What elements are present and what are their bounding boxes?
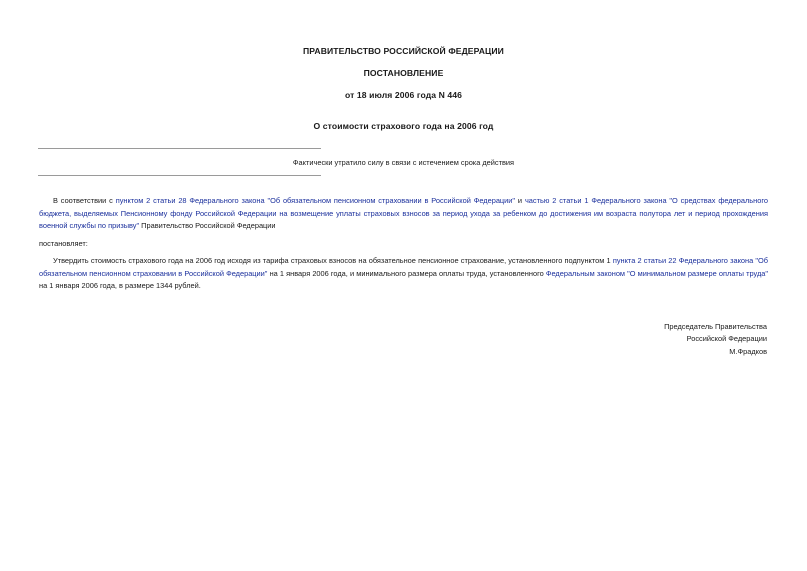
preamble-link-law-pension-insurance[interactable]: пунктом 2 статьи 28 Федерального закона "Об обязательном пенсионном страховании в Российской Федерации"	[115, 196, 516, 205]
body-text-3: на 1 января 2006 года, в размере 1344 рублей.	[39, 281, 201, 291]
document-title: О стоимости страхового года на 2006 год	[313, 121, 494, 131]
preamble-paragraph	[39, 195, 768, 233]
preamble-link-law-federal-budget[interactable]: частью 2 статьи 1 Федерального закона "О средствах федерального бюджета, выделяемых Пенсионному фонду Российской Федерации на возмещение уплаты страховых взносов за период ухода за ребенком до достижения им возраста полутора лет и период прохождения военной службы по призыву"	[39, 196, 768, 231]
government-heading: ПРАВИТЕЛЬСТВО РОССИЙСКОЙ ФЕДЕРАЦИИ	[303, 46, 504, 56]
decrees-line: постановляет:	[39, 239, 88, 248]
signature-name: М.Фрадков	[729, 346, 767, 356]
body-text-2: на 1 января 2006 года, и минимального размера оплаты труда, установленного	[267, 268, 546, 278]
body-link-law-minimum-wage[interactable]: Федеральным законом "О минимальном размере оплаты труда"	[545, 268, 768, 278]
bottom-divider	[38, 175, 321, 176]
top-divider	[38, 148, 321, 149]
signature-organization: Российской Федерации	[686, 334, 767, 344]
body-link-law-pension-insurance[interactable]: пункта 2 статьи 22 Федерального закона "Об обязательном пенсионном страховании в Российской Федерации"	[39, 256, 768, 278]
preamble-text-2: и	[515, 196, 525, 205]
date-number-heading: от 18 июля 2006 года N 446	[344, 90, 463, 100]
body-paragraph	[39, 255, 768, 293]
signature-block	[567, 321, 767, 358]
preamble-text-1: В соответствии с	[53, 196, 116, 205]
signature-position: Председатель Правительства	[664, 322, 767, 331]
document-type-heading: ПОСТАНОВЛЕНИЕ	[363, 68, 444, 78]
preamble-text-3: Правительство Российской Федерации	[139, 221, 276, 231]
body-text-1: Утвердить стоимость страхового года на 2006 год исходя из тарифа страховых взносов на обязательное пенсионное страхование, установленного подпунктом 1	[53, 256, 613, 265]
status-note: Фактически утратило силу в связи с истечением срока действия	[292, 158, 515, 167]
